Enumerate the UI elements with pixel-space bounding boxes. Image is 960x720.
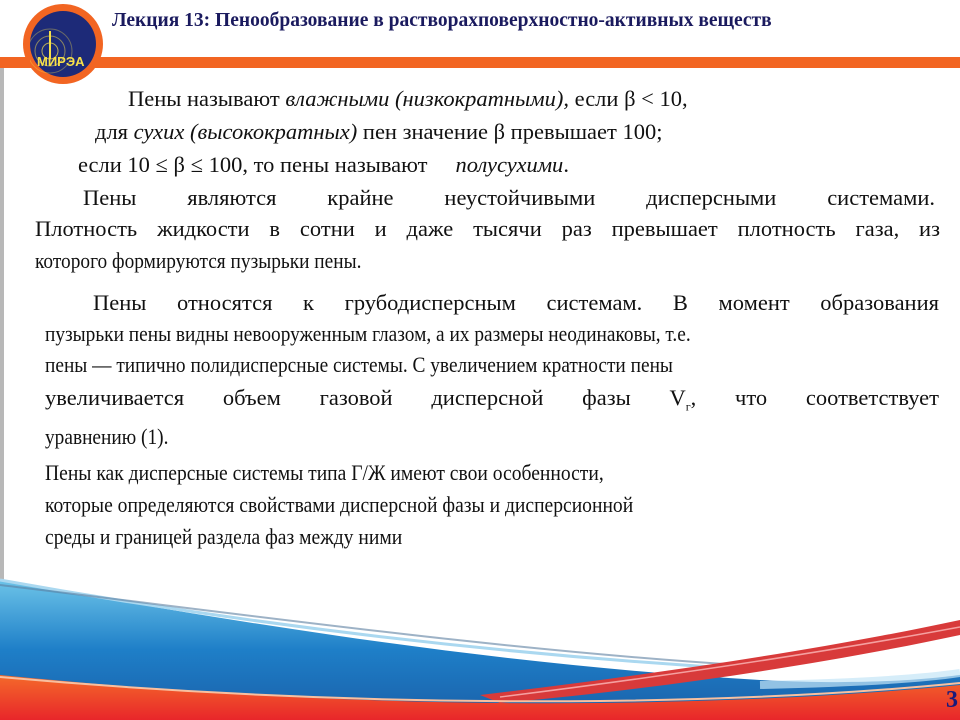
- text-segment: фазы: [582, 385, 631, 410]
- italic-term: влажными (низкократными),: [285, 86, 570, 111]
- paragraph-line: Пены как дисперсные системы типа Г/Ж имеют свои особенности,: [45, 460, 604, 485]
- paragraph-line: Пены являются крайне неустойчивыми дисперсными системами.: [83, 185, 935, 210]
- italic-term: полусухими: [455, 152, 564, 177]
- university-logo: [23, 4, 103, 84]
- text-segment: если β < 10,: [569, 86, 688, 111]
- logo-text: МИРЭА: [37, 54, 85, 69]
- text-segment: $V_г$,: [669, 385, 697, 414]
- paragraph-line: Плотность жидкости в сотни и даже тысячи раз превышает плотность газа, из: [35, 216, 940, 241]
- header-divider: [0, 57, 960, 68]
- text-line-3: [78, 154, 569, 177]
- paragraph-line: среды и границей раздела фаз между ними: [45, 524, 403, 549]
- text-line-2: [95, 121, 662, 144]
- text-segment: дисперсной: [431, 385, 544, 410]
- text-segment: объем: [222, 385, 281, 410]
- text-segment: если 10 ≤ β ≤ 100, то пены называют: [78, 152, 428, 177]
- text-segment: соответствует: [805, 385, 939, 410]
- text-segment: что: [735, 385, 768, 410]
- page-title: Лекция 13: Пенообразование в растворахповерхностно-активных веществ: [112, 10, 772, 31]
- text-segment: газовой: [319, 385, 393, 410]
- subscript: г: [685, 399, 691, 414]
- text-segment: для: [95, 119, 134, 144]
- text-segment: пен значение β превышает 100;: [357, 119, 663, 144]
- page-number: 3: [946, 687, 958, 713]
- paragraph-line: [45, 387, 939, 413]
- paragraph-line: пузырьки пены видны невооруженным глазом, а их размеры неодинаковы, т.е.: [45, 321, 691, 346]
- text-segment: .: [563, 152, 569, 177]
- text-line-1: [128, 88, 688, 111]
- paragraph-line: которого формируются пузырьки пены.: [35, 248, 362, 273]
- italic-term: сухих (высокократных): [133, 119, 358, 144]
- paragraph-line: Пены относятся к грубодисперсным системам. В момент образования: [93, 290, 939, 315]
- paragraph-line: которые определяются свойствами дисперсной фазы и дисперсионной: [45, 492, 634, 517]
- text-segment: увеличивается: [45, 385, 185, 410]
- decorative-wave: [0, 555, 960, 720]
- paragraph-line: пены — типично полидисперсные системы. С увеличением кратности пены: [45, 352, 673, 377]
- text-segment: Пены называют: [128, 86, 286, 111]
- paragraph-line: уравнению (1).: [45, 424, 169, 449]
